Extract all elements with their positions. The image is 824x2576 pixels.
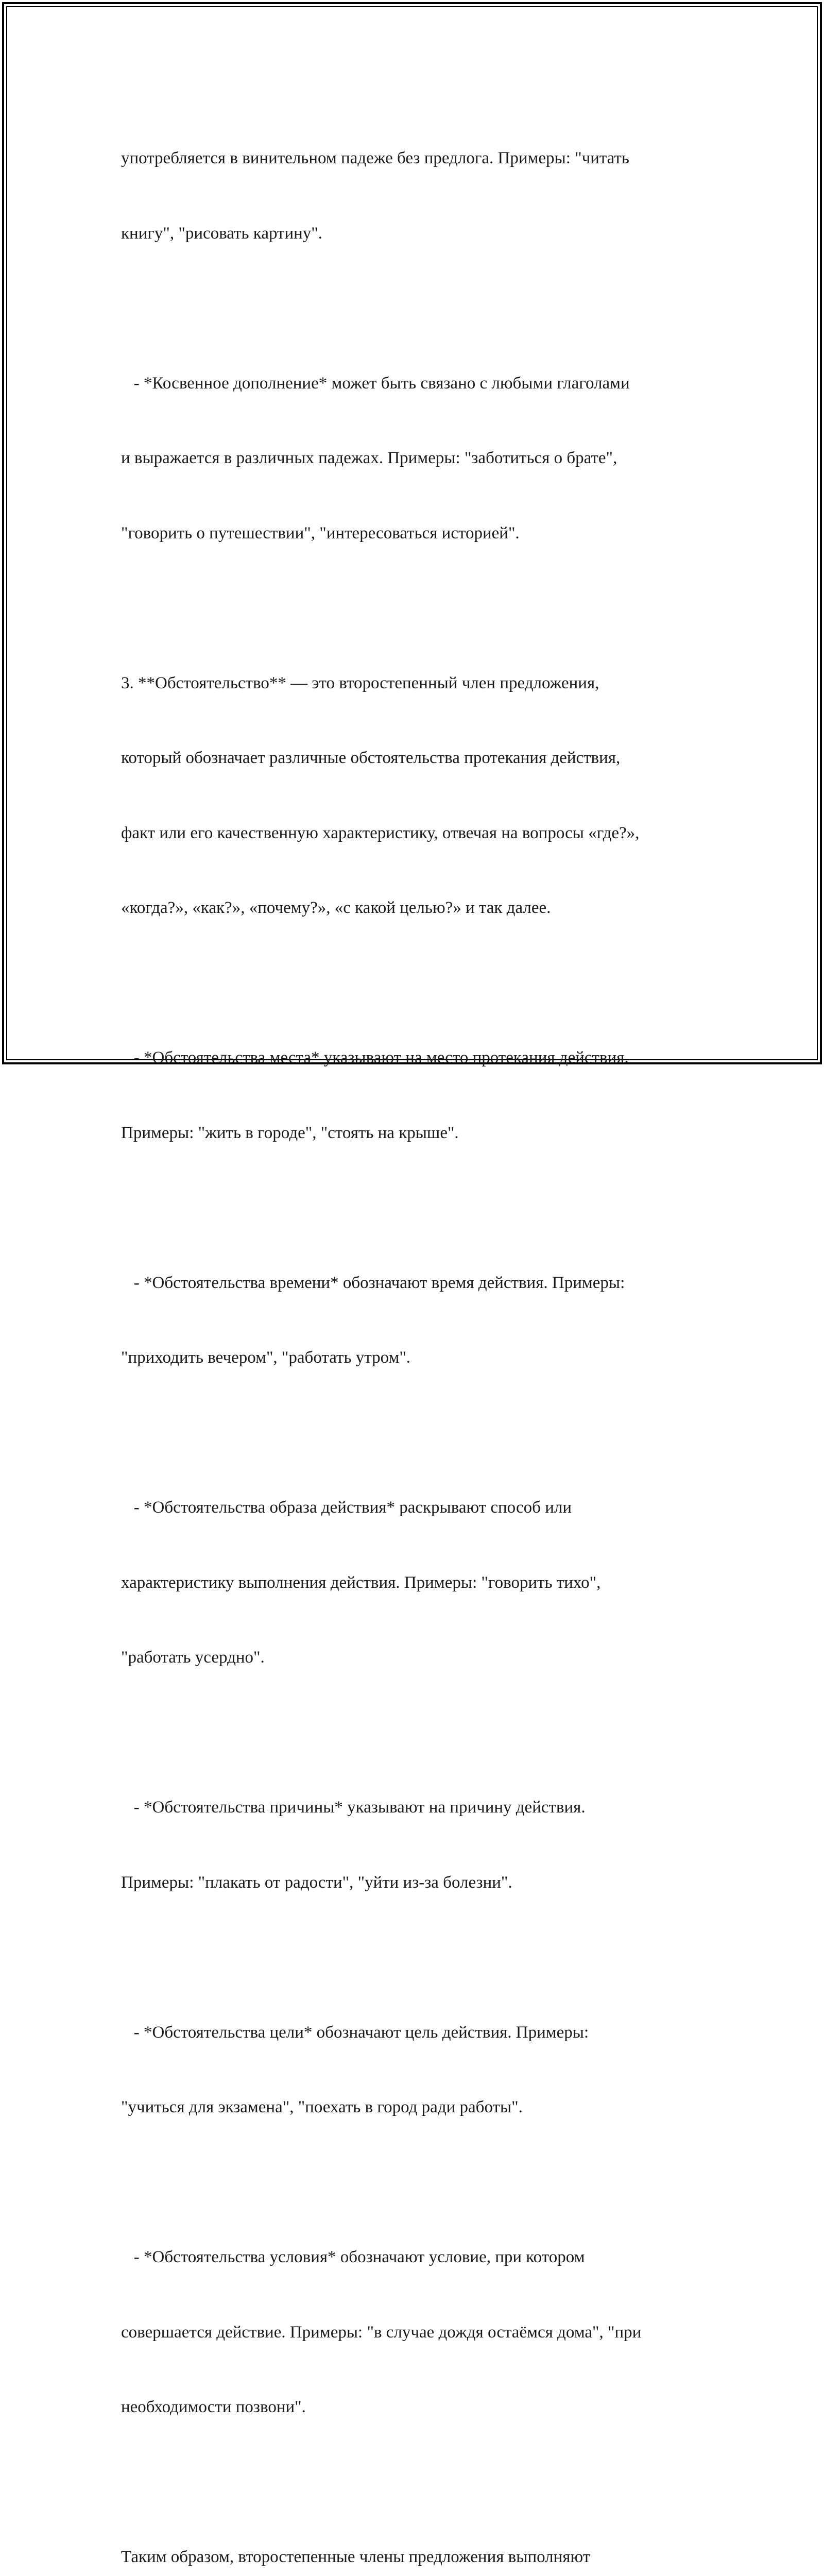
- text-line: - *Обстоятельства причины* указывают на причину действия.: [121, 1798, 586, 1817]
- text-line: - *Обстоятельства условия* обозначают условие, при котором: [121, 2248, 585, 2266]
- text-line: "приходить вечером", "работать утром".: [121, 1348, 411, 1367]
- paragraph-circumstance-place: [121, 995, 729, 1195]
- paragraph-circumstance-time: [121, 1221, 729, 1420]
- text-line: Примеры: "жить в городе", "стоять на крыше".: [121, 1123, 459, 1142]
- document-body: [121, 96, 729, 2576]
- paragraph-circumstance-definition: [121, 621, 729, 971]
- text-line: - *Обстоятельства времени* обозначают время действия. Примеры:: [121, 1273, 625, 1292]
- paragraph-circumstance-manner: [121, 1445, 729, 1720]
- text-line: факт или его качественную характеристику, отвечая на вопросы «где?»,: [121, 823, 640, 842]
- paragraph-direct-object-end: [121, 96, 729, 296]
- text-line: «когда?», «как?», «почему?», «с какой целью?» и так далее.: [121, 899, 551, 917]
- text-line: - *Обстоятельства места* указывают на место протекания действия.: [121, 1048, 629, 1067]
- text-line: который обозначает различные обстоятельства протекания действия,: [121, 749, 621, 767]
- text-line: - *Обстоятельства цели* обозначают цель действия. Примеры:: [121, 2023, 589, 2042]
- text-line: "работать усердно".: [121, 1648, 265, 1667]
- text-line: и выражается в различных падежах. Примеры: "заботиться о брате",: [121, 449, 617, 467]
- text-line: - *Косвенное дополнение* может быть связано с любыми глаголами: [121, 374, 630, 393]
- paragraph-conclusion: [121, 2495, 729, 2576]
- text-line: - *Обстоятельства образа действия* раскрывают способ или: [121, 1498, 572, 1517]
- text-line: "учиться для экзамена", "поехать в город ради работы".: [121, 2098, 523, 2116]
- text-line: 3. **Обстоятельство** — это второстепенный член предложения,: [121, 673, 599, 692]
- text-line: употребляется в винительном падеже без предлога. Примеры: "читать: [121, 149, 629, 167]
- paragraph-circumstance-condition: [121, 2195, 729, 2470]
- paragraph-circumstance-cause: [121, 1745, 729, 1945]
- text-line: книгу", "рисовать картину".: [121, 224, 323, 243]
- paragraph-indirect-object: [121, 321, 729, 596]
- text-line: Таким образом, второстепенные члены предложения выполняют: [121, 2548, 591, 2566]
- text-line: совершается действие. Примеры: "в случае дождя остаёмся дома", "при: [121, 2323, 642, 2342]
- text-line: "говорить о путешествии", "интересоваться историей".: [121, 523, 520, 543]
- paragraph-circumstance-purpose: [121, 1970, 729, 2170]
- text-line: Примеры: "плакать от радости", "уйти из-за болезни".: [121, 1873, 512, 1892]
- text-line: характеристику выполнения действия. Примеры: "говорить тихо",: [121, 1573, 601, 1592]
- text-line: необходимости позвони".: [121, 2398, 306, 2416]
